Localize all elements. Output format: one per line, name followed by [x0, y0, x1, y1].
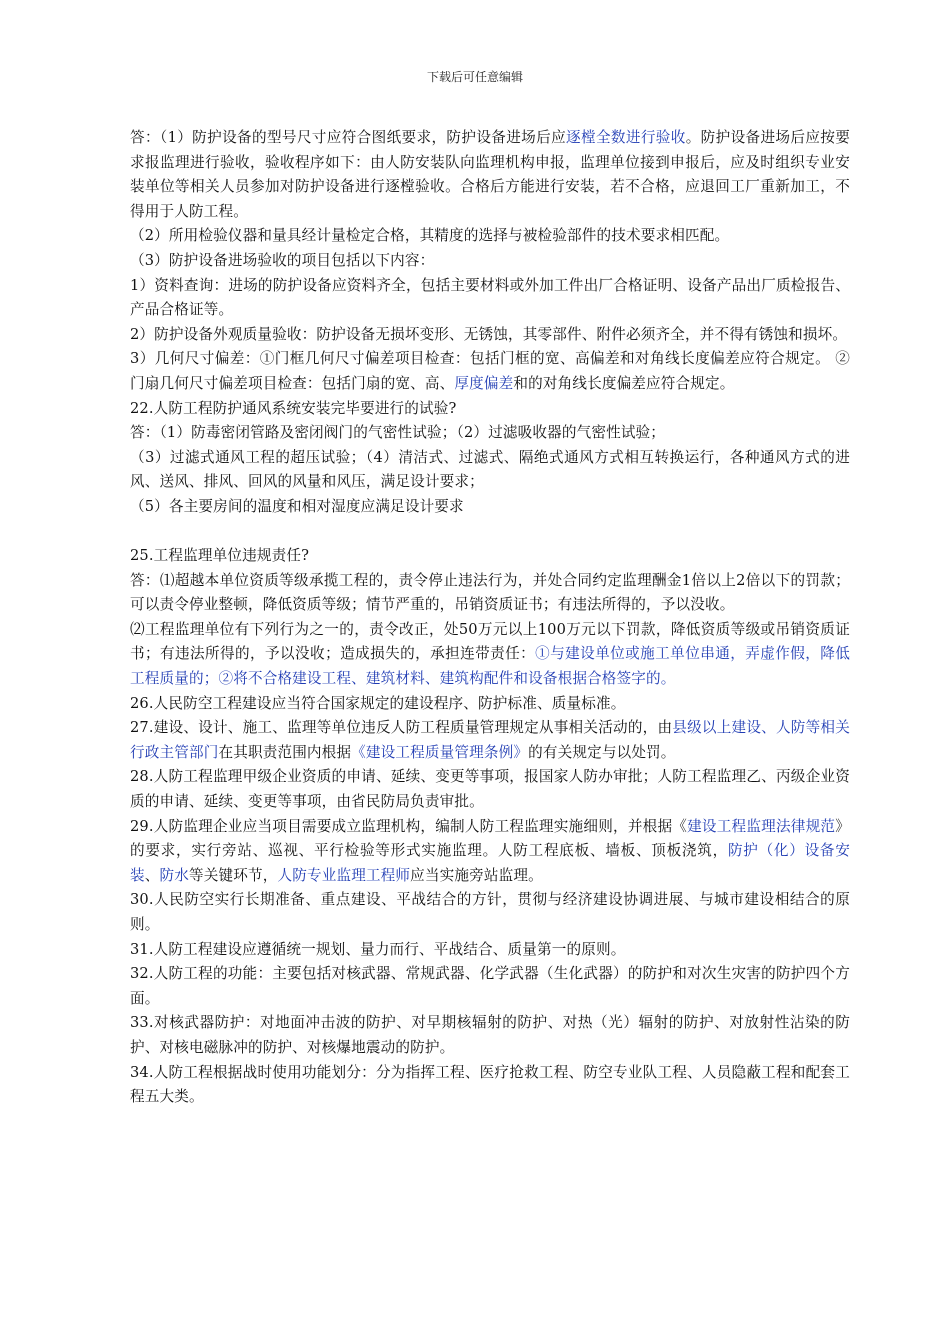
highlighted-term: ①与建设单位或施工单位串通，弄虚作假，降低工程质量的；②将不合格建设工程、建筑材料、建筑构配件和设备根据合格签字的。	[130, 645, 850, 688]
text-segment: 27.建设、设计、施工、监理等单位违反人防工程质量管理规定从事相关活动的，由	[130, 719, 673, 737]
text-segment: ⑵工程监理单位有下列行为之一的，责令改正，处50万元以上100万元以下罚款，降低资质等级或吊销资质证书；有违法所得的，予以没收；造成损失的，承担连带责任：	[130, 620, 850, 663]
paragraph-a25a	[130, 569, 850, 618]
text-segment: （3）过滤式通风工程的超压试验；（4）清洁式、过滤式、隔绝式通风方式相互转换运行，各种通风方式的进风、送风、排风、回风的风量和风压，满足设计要求；	[130, 448, 850, 491]
paragraph-a22a	[130, 421, 850, 446]
highlighted-term: 县级以上建设、人防等相关行政主管部门	[130, 719, 850, 761]
paragraph-p26	[130, 692, 850, 717]
text-segment: 25.工程监理单位违规责任?	[130, 547, 310, 565]
highlighted-term: 厚度偏差	[454, 374, 514, 392]
paragraph-p33	[130, 1011, 850, 1060]
highlighted-term: 人防专业监理工程师	[277, 866, 411, 884]
page-header: 下载后可任意编辑	[426, 70, 523, 84]
highlighted-term: 防水	[159, 866, 189, 884]
text-segment: 30.人民防空实行长期准备、重点建设、平战结合的方针，贯彻与经济建设协调进展、与城市建设相结合的原则。	[130, 891, 850, 933]
paragraph-p29	[130, 815, 850, 889]
text-segment: 33.对核武器防护：对地面冲击波的防护、对早期核辐射的防护、对热（光）辐射的防护、对放射性沾染的防护、对核电磁脉冲的防护、对核爆地震动的防护。	[130, 1014, 850, 1056]
text-segment: 答：（1）防毒密闭管路及密闭阀门的气密性试验；（2）过滤吸收器的气密性试验；	[130, 424, 666, 442]
text-segment: 应当实施旁站监理。	[410, 866, 543, 884]
paragraph-p34	[130, 1061, 850, 1110]
text-segment: 31.人防工程建设应遵循统一规划、量力而行、平战结合、质量第一的原则。	[130, 940, 626, 958]
paragraph-a5	[130, 323, 850, 348]
paragraph-a6	[130, 347, 850, 396]
text-segment: 的有关规定与以处罚。	[528, 743, 676, 761]
paragraph-a2	[130, 224, 850, 249]
paragraph-a25b	[130, 618, 850, 692]
paragraph-q22	[130, 397, 850, 422]
text-segment: 2）防护设备外观质量验收：防护设备无损坏变形、无锈蚀，其零部件、附件必须齐全，并不得有锈蚀和损坏。	[130, 325, 848, 343]
text-segment: 、	[144, 866, 160, 884]
paragraph-p27	[130, 716, 850, 765]
text-segment: 34.人防工程根据战时使用功能划分：分为指挥工程、医疗抢救工程、防空专业队工程、人员隐蔽工程和配套工程五大类。	[130, 1063, 850, 1106]
highlighted-term: 逐樘全数进行验收	[566, 129, 686, 146]
paragraph-q25	[130, 544, 850, 569]
paragraph-p32	[130, 962, 850, 1011]
text-segment: 。防护设备进场后应按要求报监理进行验收，验收程序如下：由人防安装队向监理机构申报，监理单位接到申报后，应及时组织专业安装单位等相关人员参加对防护设备进行逐樘验收。合格后方能进行安装，若不合格，应退回工厂重新加工，不得用于人防工程。	[130, 129, 850, 220]
paragraph-a22b	[130, 446, 850, 495]
text-segment: 答：⑴超越本单位资质等级承揽工程的，责令停止违法行为，并处合同约定监理酬金1倍以上2倍以下的罚款；可以责令停业整顿，降低资质等级；情节严重的，吊销资质证书；有违法所得的，予以没收。	[130, 571, 850, 614]
text-segment: 22.人防工程防护通风系统安装完毕要进行的试验?	[130, 399, 457, 417]
text-segment: 1）资料查询：进场的防护设备应资料齐全，包括主要材料或外加工件出厂合格证明、设备产品出厂质检报告、产品合格证等。	[130, 276, 850, 319]
paragraph-p31	[130, 938, 850, 963]
text-segment: 3）几何尺寸偏差：①门框几何尺寸偏差项目检查：包括门框的宽、高偏差和对角线长度偏差应符合规定。 ②门扇几何尺寸偏差项目检查：包括门扇的宽、高、	[130, 350, 850, 392]
text-segment: 》的要求，实行旁站、巡视、平行检验等形式实施监理。人防工程底板、墙板、顶板浇筑，	[130, 817, 850, 860]
text-segment: （2）所用检验仪器和量具经计量检定合格，其精度的选择与被检验部件的技术要求相匹配。	[130, 227, 730, 245]
text-segment: 26.人民防空工程建设应当符合国家规定的建设程序、防护标准、质量标准。	[130, 694, 626, 712]
paragraph-p28	[130, 765, 850, 814]
text-segment: 和的对角线长度偏差应符合规定。	[513, 374, 735, 392]
text-segment: 29.人防监理企业应当项目需要成立监理机构，编制人防工程监理实施细则，并根据《	[130, 817, 688, 835]
text-segment: 在其职责范围内根据	[218, 743, 352, 761]
paragraph-a1	[130, 126, 850, 224]
document-body	[130, 126, 850, 1110]
highlighted-term: 防护（化）设备安装	[130, 842, 851, 884]
paragraph-p30	[130, 888, 850, 937]
text-segment: 等关键环节，	[189, 866, 278, 884]
text-segment: （5）各主要房间的温度和相对湿度应满足设计要求	[130, 497, 464, 515]
text-segment: （3）防护设备进场验收的项目包括以下内容：	[130, 251, 435, 269]
highlighted-term: 《建设工程质量管理条例》	[351, 743, 529, 761]
highlighted-term: 建设工程监理法律规范	[687, 817, 836, 835]
paragraph-a4	[130, 274, 850, 323]
paragraph-a3	[130, 249, 850, 274]
text-segment: 28.人防工程监理甲级企业资质的申请、延续、变更等事项，报国家人防办审批；人防工程监理乙、丙级企业资质的申请、延续、变更等事项，由省民防局负责审批。	[130, 768, 850, 811]
paragraph-spacer	[130, 520, 850, 545]
text-segment: 答：（1）防护设备的型号尺寸应符合图纸要求，防护设备进场后应	[130, 129, 567, 146]
paragraph-a22c	[130, 495, 850, 520]
text-segment: 32.人防工程的功能：主要包括对核武器、常规武器、化学武器（生化武器）的防护和对次生灾害的防护四个方面。	[130, 965, 850, 1007]
